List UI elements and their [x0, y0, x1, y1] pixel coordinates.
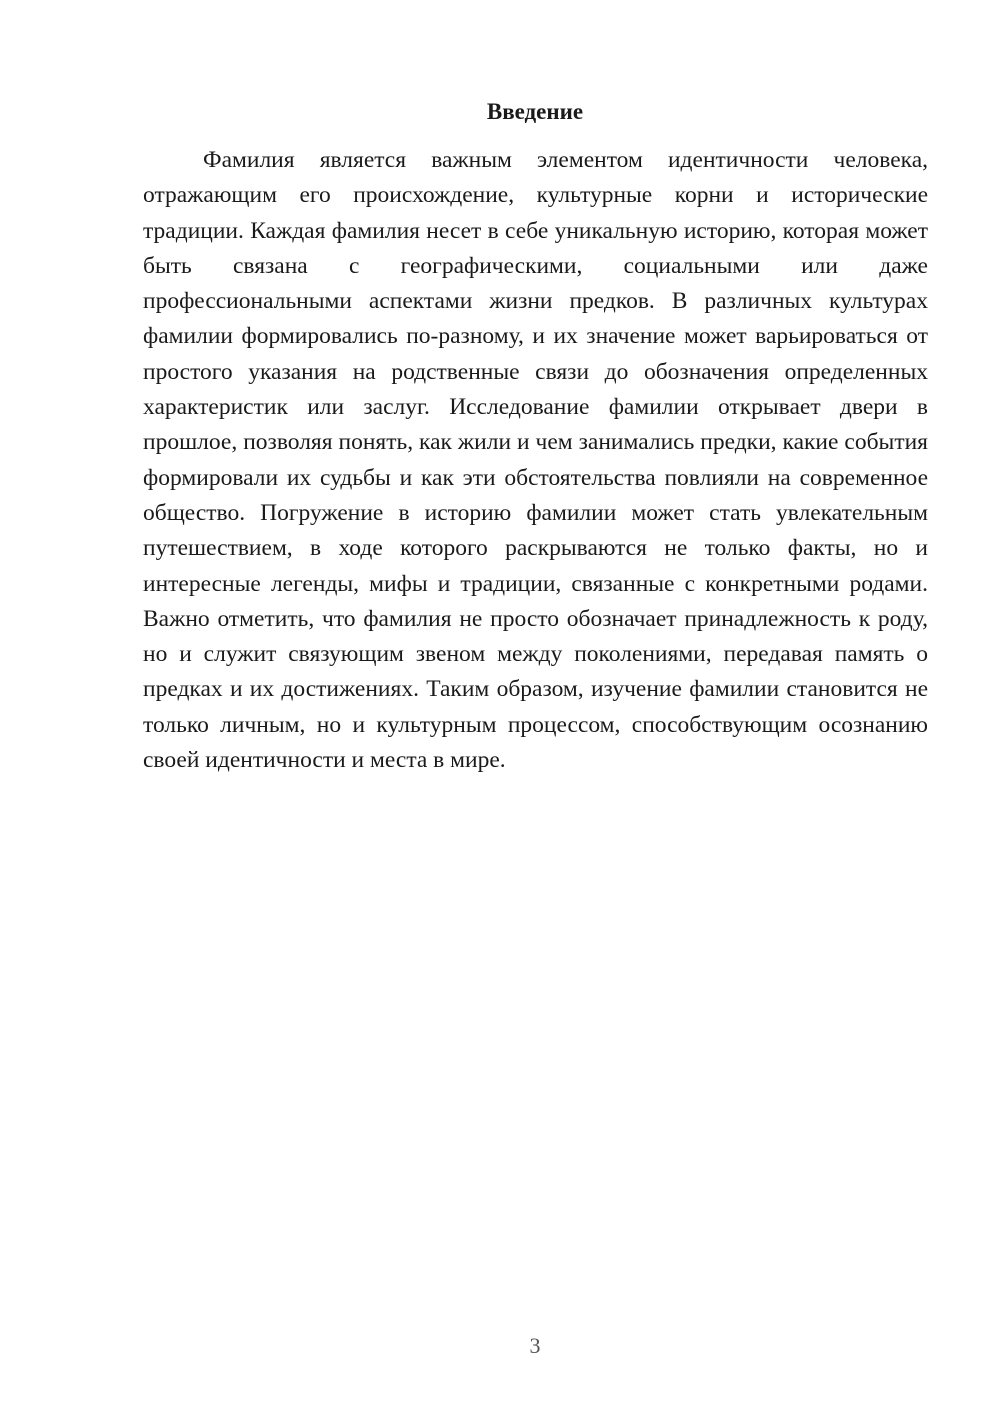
page-number: 3	[529, 1333, 541, 1358]
body-paragraph: Фамилия является важным элементом идентичности человека, отражающим его происхождение, культурные корни и исторические традиции. Каждая фамилия несет в себе уникальную историю, которая может быть связана с географическими, социальными или даже профессиональными аспектами жизни предков. В различных культурах фамилии формировались по-разному, и их значение может варьироваться от простого указания на родственные связи до обозначения определенных характеристик или заслуг. Исследование фамилии открывает двери в прошлое, позволяя понять, как жили и чем занимались предки, какие события формировали их судьбы и как эти обстоятельства повлияли на современное общество. Погружение в историю фамилии может стать увлекательным путешествием, в ходе которого раскрываются не только факты, но и интересные легенды, мифы и традиции, связанные с конкретными родами. Важно отметить, что фамилия не просто обозначает принадлежность к роду, но и служит связующим звеном между поколениями, передавая память о предках и их достижениях. Таким образом, изучение фамилии становится не только личным, но и культурным процессом, способствующим осознанию своей идентичности и места в мире.	[143, 147, 928, 774]
section-heading: Введение	[486, 99, 584, 124]
